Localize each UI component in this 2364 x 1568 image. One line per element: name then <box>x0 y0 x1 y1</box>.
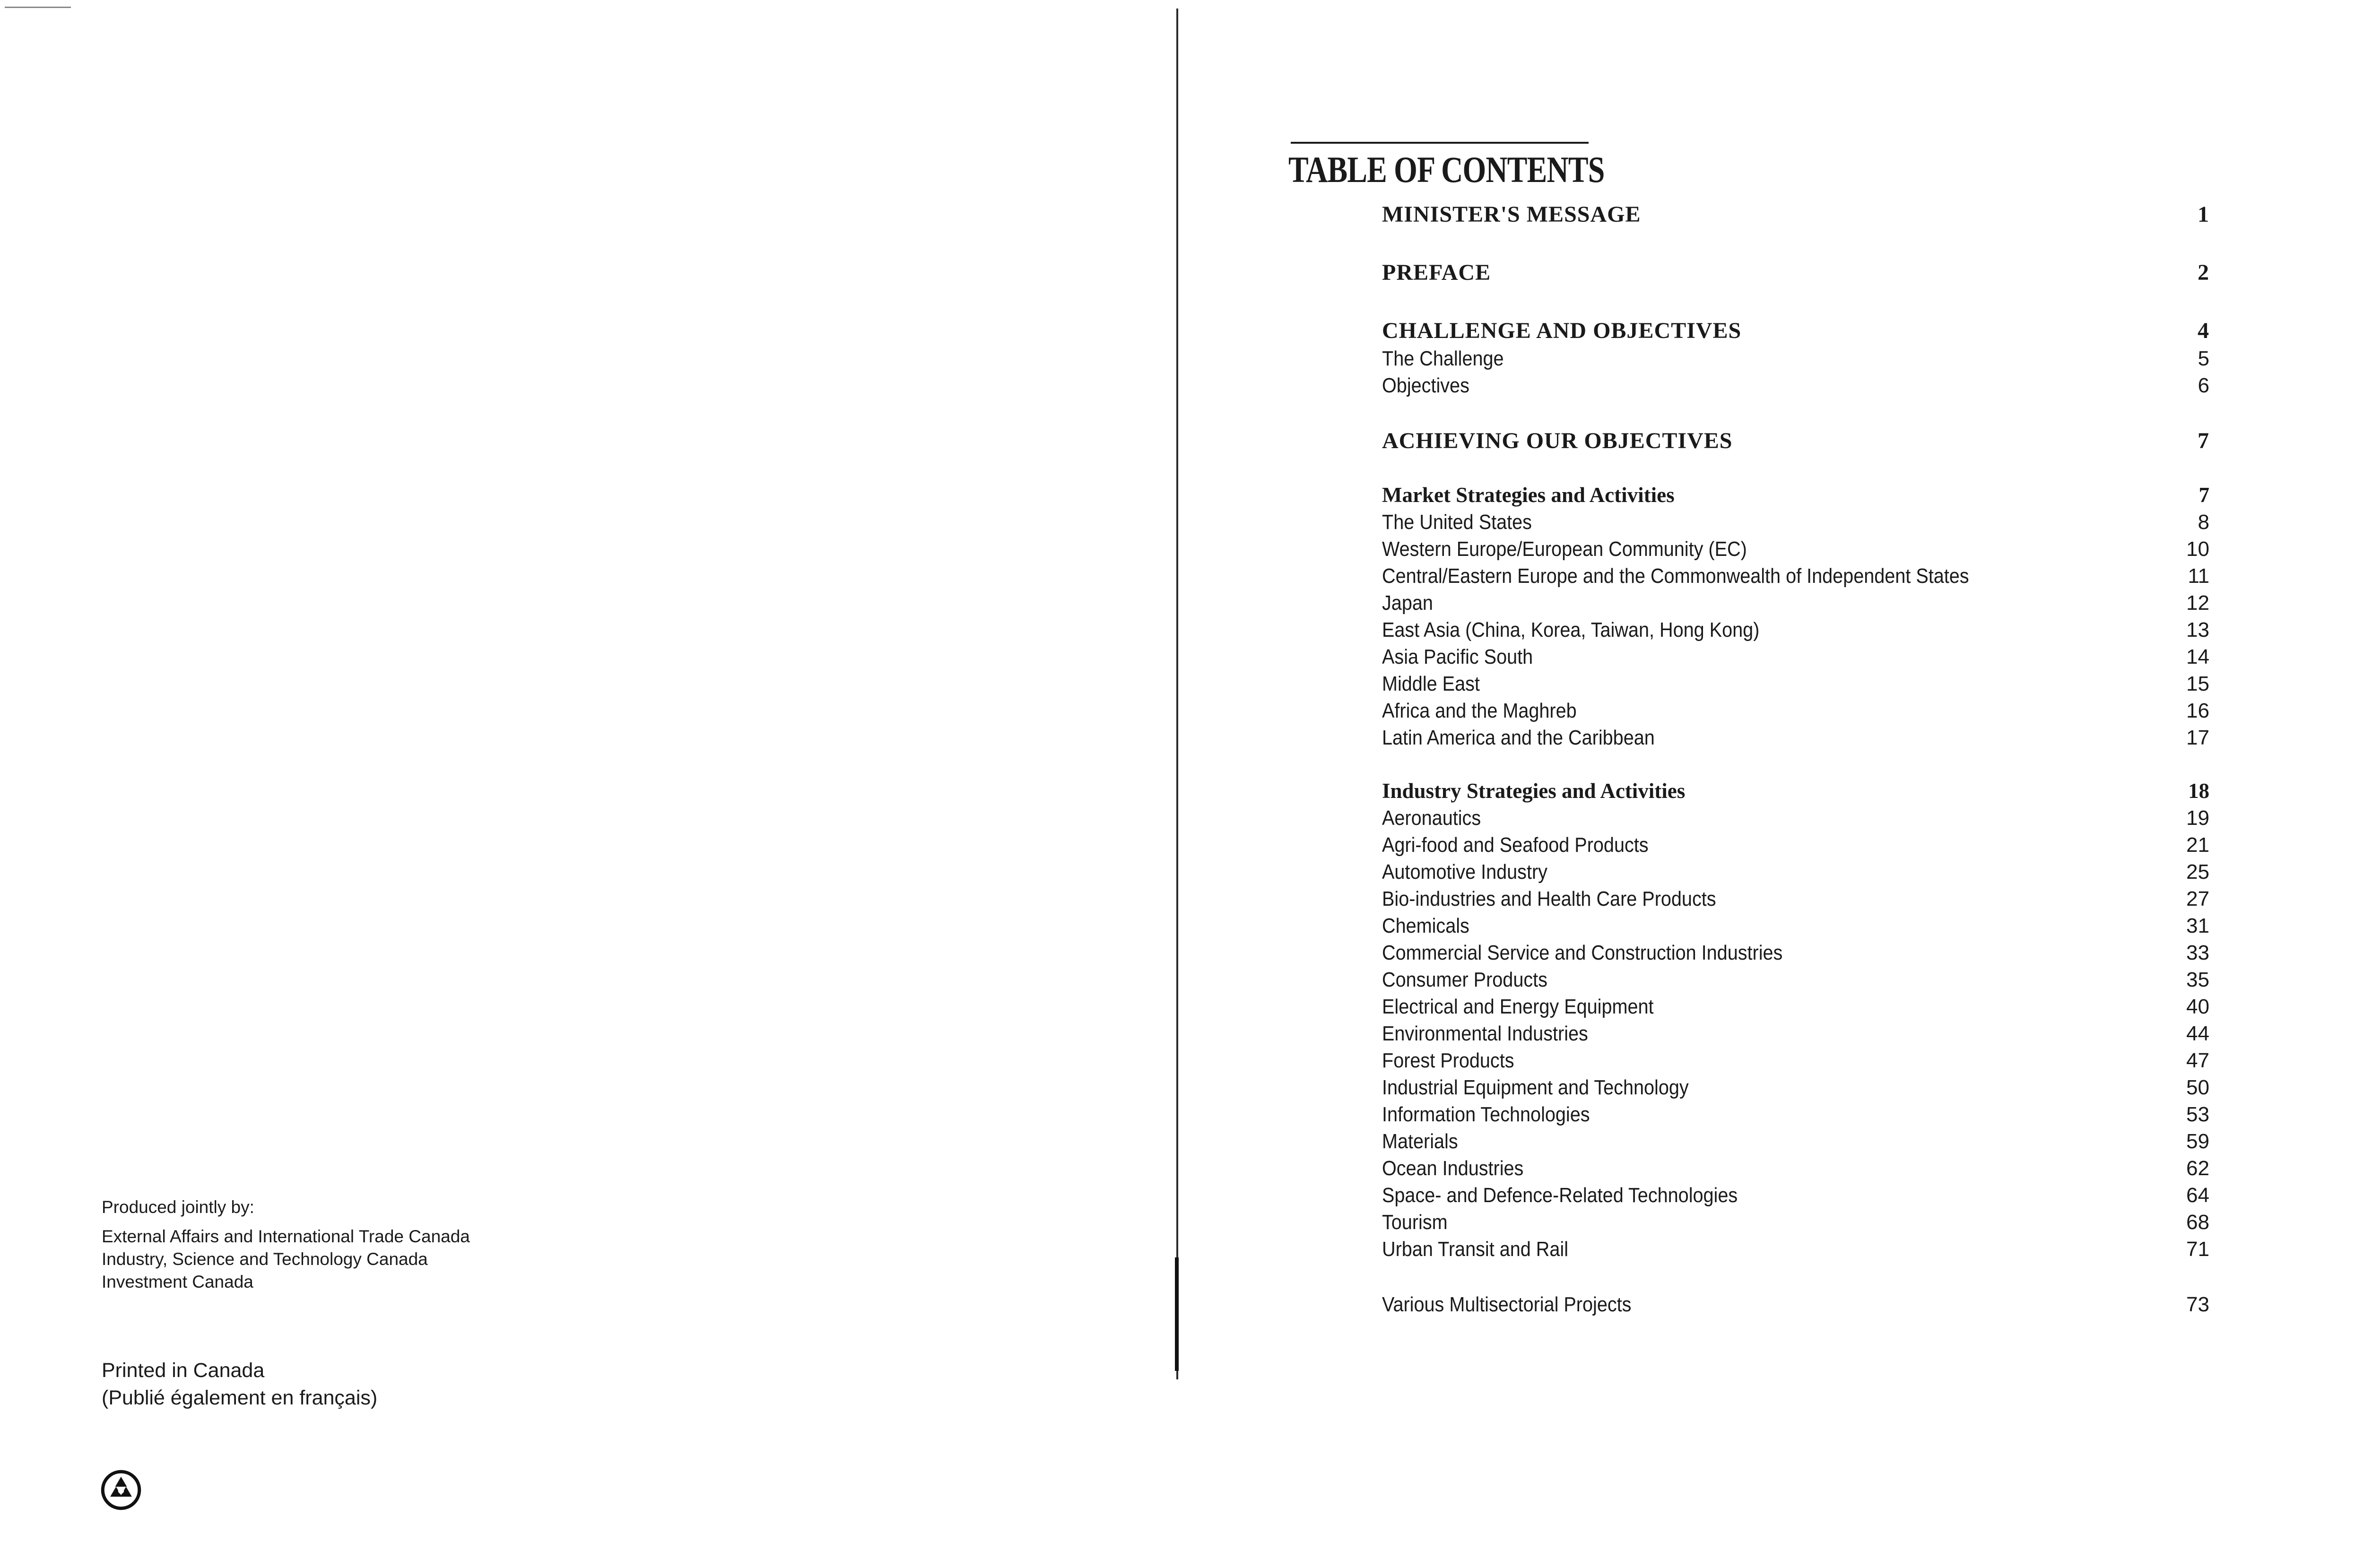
entry-title: Industrial Equipment and Technology <box>1382 1076 1689 1099</box>
entry-page: 64 <box>2186 1184 2209 1207</box>
left-page <box>0 0 1177 1568</box>
toc-item[interactable] <box>1382 534 2209 561</box>
entry-page: 6 <box>2198 374 2209 397</box>
entry-title: CHALLENGE AND OBJECTIVES <box>1382 318 1742 343</box>
entry-page: 50 <box>2186 1076 2209 1099</box>
entry-page: 2 <box>2198 260 2209 285</box>
entry-title: PREFACE <box>1382 260 1491 285</box>
entry-title: Space- and Defence-Related Technologies <box>1382 1184 1738 1207</box>
entry-title: ACHIEVING OUR OBJECTIVES <box>1382 428 1733 453</box>
toc-subsection-market[interactable] <box>1382 480 2209 507</box>
toc-item[interactable] <box>1382 588 2209 615</box>
entry-page: 16 <box>2186 699 2209 722</box>
entry-title: Africa and the Maghreb <box>1382 699 1577 722</box>
toc-item[interactable] <box>1382 1180 2209 1207</box>
entry-title: Market Strategies and Activities <box>1382 483 1675 507</box>
page-gutter <box>1176 9 1178 1379</box>
title-rule <box>1291 142 1589 144</box>
toc-title: TABLE OF CONTENTS <box>1288 149 1605 190</box>
entry-title: The Challenge <box>1382 347 1504 370</box>
entry-title: Agri-food and Seafood Products <box>1382 833 1649 857</box>
toc-item[interactable] <box>1382 1207 2209 1234</box>
entry-page: 53 <box>2186 1103 2209 1126</box>
entry-title: Middle East <box>1382 672 1480 695</box>
producer-1: External Affairs and International Trade Canada <box>102 1227 470 1246</box>
entry-page: 25 <box>2186 860 2209 884</box>
entry-page: 44 <box>2186 1022 2209 1045</box>
entry-title: Information Technologies <box>1382 1103 1590 1126</box>
entry-page: 1 <box>2198 202 2209 227</box>
entry-title: Tourism <box>1382 1211 1448 1234</box>
entry-page: 18 <box>2188 779 2209 803</box>
toc-section-achieving[interactable] <box>1382 424 2209 454</box>
entry-page: 7 <box>2198 428 2209 453</box>
entry-page: 27 <box>2186 887 2209 910</box>
entry-title: Forest Products <box>1382 1049 1514 1072</box>
entry-title: Latin America and the Caribbean <box>1382 726 1655 749</box>
entry-title: Urban Transit and Rail <box>1382 1238 1568 1261</box>
toc-item[interactable] <box>1382 696 2209 723</box>
toc-item[interactable] <box>1382 965 2209 992</box>
entry-page: 62 <box>2186 1157 2209 1180</box>
entry-page: 15 <box>2186 672 2209 695</box>
entry-page: 12 <box>2186 591 2209 615</box>
recycle-icon <box>100 1469 142 1511</box>
toc-item[interactable] <box>1382 938 2209 965</box>
entry-page: 4 <box>2198 318 2209 343</box>
entry-title: Central/Eastern Europe and the Commonwealth of Independent States <box>1382 564 1969 588</box>
entry-title: The United States <box>1382 511 1532 534</box>
producers-block <box>102 1196 470 1293</box>
entry-title: Commercial Service and Construction Industries <box>1382 941 1783 964</box>
entry-title: Bio-industries and Health Care Products <box>1382 887 1716 910</box>
toc-item[interactable] <box>1382 615 2209 642</box>
entry-page: 8 <box>2198 511 2209 534</box>
entry-page: 47 <box>2186 1049 2209 1072</box>
entry-page: 73 <box>2186 1293 2209 1316</box>
entry-title: MINISTER'S MESSAGE <box>1382 202 1641 227</box>
entry-page: 13 <box>2186 618 2209 641</box>
toc-item[interactable] <box>1382 857 2209 884</box>
toc-item[interactable] <box>1382 1073 2209 1100</box>
entry-page: 7 <box>2199 483 2209 507</box>
toc-item[interactable] <box>1382 507 2209 534</box>
toc-item[interactable] <box>1382 884 2209 911</box>
toc-item[interactable] <box>1382 1019 2209 1046</box>
entry-title: Western Europe/European Community (EC) <box>1382 537 1747 561</box>
toc-item[interactable] <box>1382 561 2209 588</box>
entry-title: East Asia (China, Korea, Taiwan, Hong Kong) <box>1382 618 1760 641</box>
entry-page: 14 <box>2186 645 2209 668</box>
entry-page: 35 <box>2186 968 2209 991</box>
toc-item[interactable] <box>1382 803 2209 830</box>
toc-section-ministers-message[interactable] <box>1382 198 2209 227</box>
entry-page: 10 <box>2186 537 2209 561</box>
entry-page: 5 <box>2198 347 2209 370</box>
producer-3: Investment Canada <box>102 1272 253 1291</box>
entry-title: Industry Strategies and Activities <box>1382 779 1686 803</box>
toc-item[interactable] <box>1382 911 2209 938</box>
binding-mark <box>1175 1257 1179 1371</box>
toc-item-various-projects[interactable] <box>1382 1290 2209 1317</box>
entry-title: Chemicals <box>1382 914 1469 937</box>
printing-note <box>102 1357 377 1412</box>
toc-item[interactable] <box>1382 1153 2209 1180</box>
entry-title: Ocean Industries <box>1382 1157 1524 1180</box>
toc-item[interactable] <box>1382 723 2209 750</box>
entry-page: 40 <box>2186 995 2209 1018</box>
entry-title: Environmental Industries <box>1382 1022 1588 1045</box>
entry-title: Materials <box>1382 1130 1458 1153</box>
toc-item[interactable] <box>1382 1100 2209 1126</box>
entry-page: 71 <box>2186 1238 2209 1261</box>
entry-title: Objectives <box>1382 374 1469 397</box>
produced-label: Produced jointly by: <box>102 1197 254 1217</box>
entry-page: 31 <box>2186 914 2209 937</box>
toc-item[interactable] <box>1382 830 2209 857</box>
entry-title: Asia Pacific South <box>1382 645 1533 668</box>
toc-item[interactable] <box>1382 344 2209 371</box>
table-of-contents <box>1288 142 2210 1317</box>
entry-page: 21 <box>2186 833 2209 857</box>
printed-in-canada: Printed in Canada <box>102 1359 265 1382</box>
entry-title: Japan <box>1382 591 1433 615</box>
toc-item[interactable] <box>1382 1126 2209 1153</box>
toc-item[interactable] <box>1382 669 2209 696</box>
entry-title: Electrical and Energy Equipment <box>1382 995 1654 1018</box>
entry-page: 17 <box>2186 726 2209 749</box>
toc-item[interactable] <box>1382 371 2209 398</box>
toc-subsection-industry[interactable] <box>1382 776 2209 803</box>
toc-section-challenge[interactable] <box>1382 314 2209 344</box>
entry-title: Automotive Industry <box>1382 860 1547 884</box>
entry-page: 11 <box>2188 564 2209 588</box>
french-edition-note: (Publié également en français) <box>102 1386 378 1409</box>
entry-page: 19 <box>2186 806 2209 830</box>
toc-item[interactable] <box>1382 642 2209 669</box>
toc-section-preface[interactable] <box>1382 256 2209 286</box>
entry-page: 33 <box>2186 941 2209 964</box>
entry-title: Various Multisectorial Projects <box>1382 1293 1632 1316</box>
producer-2: Industry, Science and Technology Canada <box>102 1249 428 1269</box>
entry-page: 59 <box>2186 1130 2209 1153</box>
entry-title: Aeronautics <box>1382 806 1481 830</box>
toc-item[interactable] <box>1382 992 2209 1019</box>
toc-entries <box>1382 198 2209 1317</box>
toc-item[interactable] <box>1382 1234 2209 1261</box>
entry-title: Consumer Products <box>1382 968 1547 991</box>
toc-item[interactable] <box>1382 1046 2209 1073</box>
entry-page: 68 <box>2186 1211 2209 1234</box>
